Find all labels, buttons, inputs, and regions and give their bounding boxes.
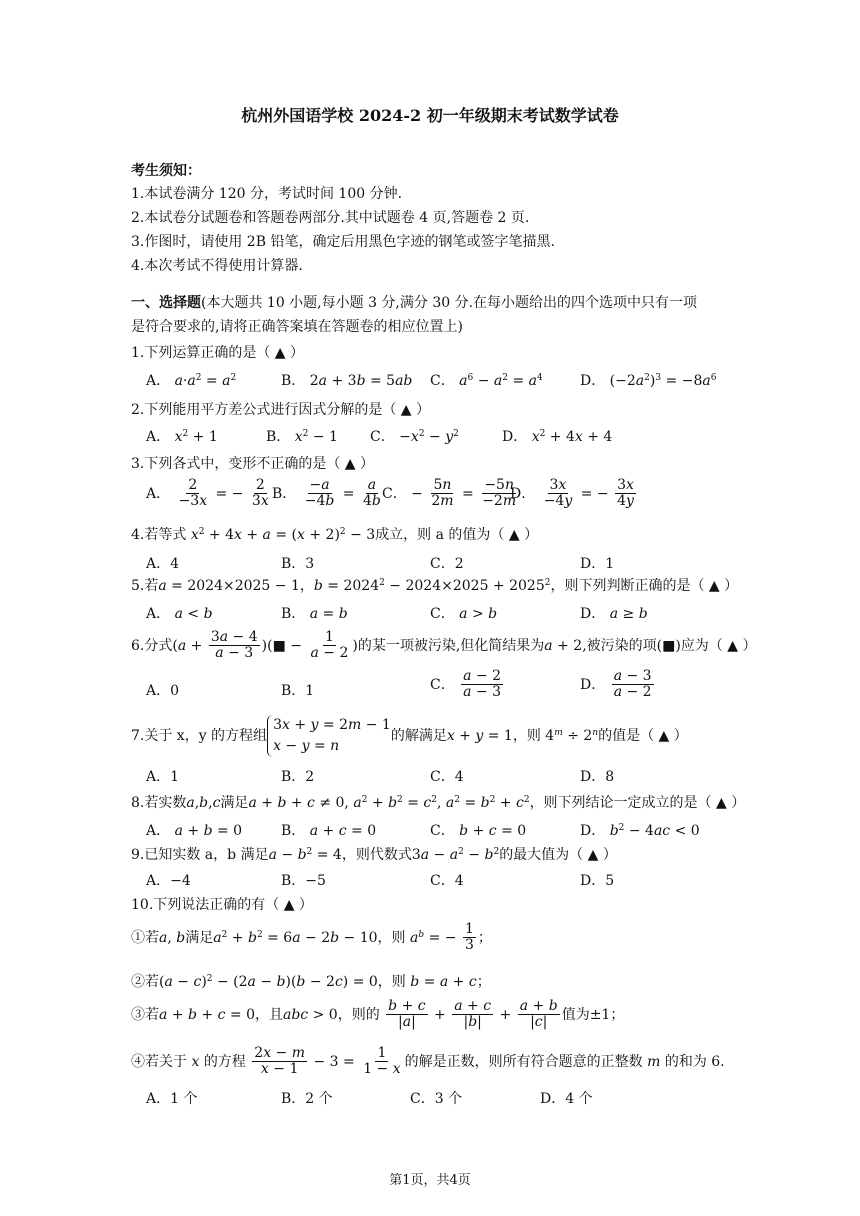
section1-desc-line1: (本大题共 10 小题,每小题 3 分,满分 30 分.在每小题给出的四个选项中只有一项 <box>201 295 698 311</box>
q5-option-b: B． a = b <box>281 606 348 622</box>
q8-stem-post: ，则下列结论一定成立的是（ ▲ ） <box>529 795 746 811</box>
q5-option-a: A． a < b <box>146 606 213 622</box>
q6-option-d: D． $\frac{a - 3}{a - 2}$ <box>580 668 652 701</box>
q10-s1-pre: ①若 <box>131 929 159 946</box>
section1-desc-line2: 是符合要求的,请将正确答案填在答题卷的相应位置上) <box>131 319 463 335</box>
q7-stem-mid: 的解满足 <box>390 728 447 744</box>
q8-option-c: C． b + c = 0 <box>430 823 527 839</box>
q10-s4-mid: 的方程 <box>203 1053 246 1070</box>
question-7-stem: 7.关于 x，y 的方程组 3x + y = 2m − 1 x − y = n 的解满足x + y = 1，则 $4^m \div 2^n$的值是（ ▲ ） <box>131 715 688 757</box>
notice-item-4: 4.本次考试不得使用计算器. <box>131 258 303 274</box>
q4-stem-post: 成立，则 a 的值为（ ▲ ） <box>375 527 539 543</box>
question-9-stem: 9.已知实数 a，b 满足$a - b^2 = 4$，则代数式$3a - a^2 - b^2$的最大值为（ ▲ ） <box>131 847 617 863</box>
q7-equation-system: 3x + y = 2m − 1 x − y = n <box>267 715 391 757</box>
q10-s3-mid2: ，则的 <box>337 1006 380 1023</box>
q8-option-a: A． a + b = 0 <box>146 823 243 839</box>
section1-heading: 一、选择题 <box>131 295 201 311</box>
q3-option-b: B． $\frac{-a}{-4b}$ = $\frac{a}{4b}$ <box>272 477 381 510</box>
q4-option-c: C．2 <box>430 556 464 572</box>
notice-item-3: 3.作图时，请使用 2B 铅笔，确定后用黑色字迹的钢笔或签字笔描黑. <box>131 234 555 250</box>
question-5-stem: 5.若a = 2024×2025 − 1，$b = 2024^2 - 2024\times 2025 + 2025^2$，则下列判断正确的是（ ▲ ） <box>131 578 739 594</box>
q1-option-d: D． $(-2a^2)^3 = -8a^6$ <box>580 373 717 389</box>
q3-option-a: A． $\frac{2}{-3x}$ = − $\frac{2}{3x}$ <box>146 477 269 510</box>
q7-option-c: C．4 <box>430 769 464 785</box>
q8-stem-mid: 满足 <box>220 795 249 811</box>
q10-s4-pre: ④若关于 <box>131 1053 187 1070</box>
q9-option-a: A．−4 <box>146 873 191 889</box>
q10-s1-post: ，则 <box>377 929 406 946</box>
q7-option-b: B．2 <box>281 769 315 785</box>
section1-desc <box>131 292 697 312</box>
q10-s2-post: ，则 <box>377 974 406 990</box>
q10-s3-pre: ③若 <box>131 1006 159 1023</box>
q10-statement-1: ①若a, b满足$a^2 + b^2 = 6a - 2b - 10$，则 $a^b$ = − $\frac{1}{3}$ ； <box>131 921 492 954</box>
q9-stem-mid: ，则代数式 <box>341 847 412 863</box>
question-3-stem: 3.下列各式中，变形不正确的是（ ▲ ） <box>131 456 375 472</box>
q10-s4-mid2: 的解是正数，则所有符合题意的正整数 <box>404 1053 643 1070</box>
q10-s2-pre: ②若 <box>131 974 159 990</box>
q8-option-d: D． $b^2 - 4ac < 0$ <box>580 823 700 839</box>
q9-option-b: B．−5 <box>281 873 326 889</box>
q3-option-c: C． − $\frac{5n}{2m}$ = $\frac{-5n}{-2m}$ <box>382 477 517 510</box>
q10-option-d: D．4 个 <box>540 1091 593 1107</box>
q4-option-b: B．3 <box>281 556 315 572</box>
q2-option-c: C． $-x^2 - y^2$ <box>370 429 459 445</box>
q10-statement-4: ④若关于 x 的方程 $\frac{2x - m}{x - 1}$ − 3 = $\frac{1}{1 - x}$ 的解是正数，则所有符合题意的正整数 m 的和为 6. <box>131 1045 725 1078</box>
q2-option-a: A． $x^2 + 1$ <box>146 429 218 445</box>
q7-option-d: D．8 <box>580 769 615 785</box>
q2-option-b: B． $x^2 - 1$ <box>266 429 338 445</box>
q7-option-a: A．1 <box>146 769 180 785</box>
page-title: 杭州外国语学校 2024-2 初一年级期末考试数学试卷 <box>241 106 619 125</box>
q10-s3-mid: ，且 <box>255 1006 283 1023</box>
q5-option-c: C． a > b <box>430 606 498 622</box>
q3-option-d: D． $\frac{3x}{-4y}$ = − $\frac{3x}{4y}$ <box>510 477 634 510</box>
q9-stem-pre: 9.已知实数 a，b 满足 <box>131 847 269 863</box>
question-10-stem: 10.下列说法正确的有（ ▲ ） <box>131 897 313 913</box>
q1-option-a: A． $a\cdot a^2 = a^2$ <box>146 373 237 389</box>
question-6-stem: 6.分式(a + $\frac{3a - 4}{a - 3}$ )(■ − $\frac{1}{a - 2}$ )的某一项被污染,但化简结果为a + 2,被污染的项(■)应为（ ▲ ） <box>131 629 757 662</box>
q9-option-c: C．4 <box>430 873 464 889</box>
q6-option-c: C． $\frac{a - 2}{a - 3}$ <box>430 668 502 701</box>
q1-option-b: B． 2a + 3b = 5ab <box>281 373 413 389</box>
notice-heading: 考生须知： <box>131 163 201 179</box>
q10-statement-3: ③若a + b + c = 0，且abc > 0，则的 $\frac{b + c}{|a|}$ + $\frac{a + c}{|b|}$ + $\frac{a + b}{|c|}$ 值为±1； <box>131 998 625 1031</box>
q8-option-b: B． a + c = 0 <box>281 823 377 839</box>
q5-option-d: D． a ≥ b <box>580 606 648 622</box>
q9-option-d: D．5 <box>580 873 615 889</box>
q10-statement-2: ②若$(a - c)^2 - (2a - b)(b - 2c) = 0$，则 b = a + c； <box>131 974 491 990</box>
q5-stem-post: ，则下列判断正确的是（ ▲ ） <box>550 578 739 594</box>
q6-stem-pre: 6.分式 <box>131 637 173 654</box>
q9-stem-post: 的最大值为（ ▲ ） <box>499 847 617 863</box>
question-1-stem: 1.下列运算正确的是（ ▲ ） <box>131 345 305 361</box>
q6-stem-mid: 的某一项被污染,但化简结果为 <box>357 637 545 654</box>
q6-option-b: B．1 <box>281 683 315 699</box>
q10-s3-post: 值为±1； <box>561 1006 625 1023</box>
question-8-stem: 8.若实数a,b,c满足a + b + c ≠ 0, $a^2 + b^2 = c^2$, $a^2 = b^2 + c^2$，则下列结论一定成立的是（ ▲ ） <box>131 795 746 811</box>
q6-option-a: A．0 <box>146 683 180 699</box>
page-footer: 第1页，共4页 <box>389 1173 471 1188</box>
q10-s1-mid: 满足 <box>185 929 214 946</box>
q6-stem-post: ,被污染的项(■)应为（ ▲ ） <box>582 637 757 654</box>
notice-item-1: 1.本试卷满分 120 分，考试时间 100 分钟. <box>131 186 403 202</box>
q10-option-a: A．1 个 <box>146 1091 198 1107</box>
q2-option-d: D． $x^2 + 4x + 4$ <box>502 429 613 445</box>
notice-item-2: 2.本试卷分试题卷和答题卷两部分.其中试题卷 4 页,答题卷 2 页. <box>131 210 530 226</box>
q5-stem-pre: 5.若 <box>131 578 159 594</box>
question-4-stem: 4.若等式 $x^2 + 4x + a = (x + 2)^2 - 3$成立，则 a 的值为（ ▲ ） <box>131 527 539 543</box>
q4-option-d: D．1 <box>580 556 615 572</box>
q7-stem-post: 的值是（ ▲ ） <box>598 728 688 744</box>
q1-option-c: C． $a^6 - a^2 = a^4$ <box>430 373 543 389</box>
q4-option-a: A．4 <box>146 556 180 572</box>
q7-stem-pre: 7.关于 x，y 的方程组 <box>131 728 268 744</box>
q10-option-c: C．3 个 <box>410 1091 463 1107</box>
q10-option-b: B．2 个 <box>281 1091 333 1107</box>
q10-s4-post: 的和为 6. <box>664 1053 725 1070</box>
q8-stem-pre: 8.若实数 <box>131 795 187 811</box>
question-2-stem: 2.下列能用平方差公式进行因式分解的是（ ▲ ） <box>131 402 431 418</box>
